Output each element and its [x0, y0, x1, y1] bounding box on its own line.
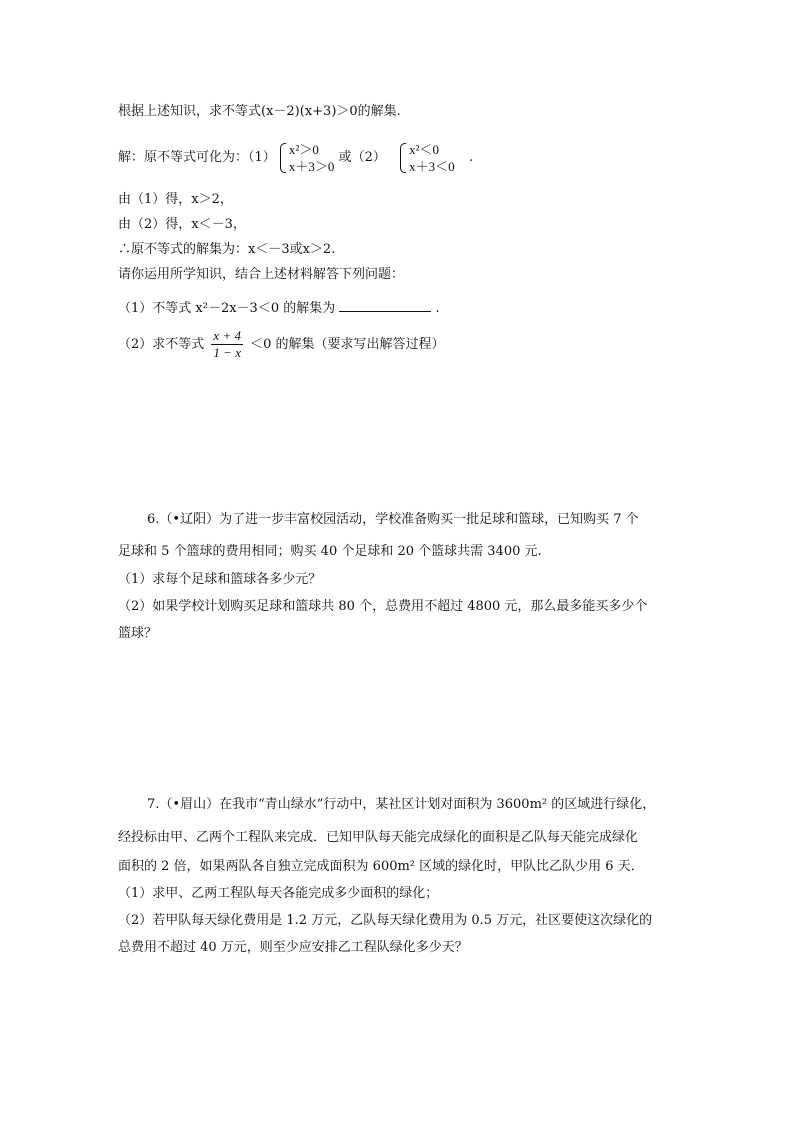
solution-prefix: 解：原不等式可化为：（1） — [118, 150, 276, 165]
problem-6-question-2-line-1: （2）如果学校计划购买足球和篮球共 80 个，总费用不超过 4800 元，那么最多能买多少个 — [118, 599, 648, 614]
prompt: 请你运用所学知识，结合上述材料解答下列问题： — [118, 267, 405, 282]
problem-6-line-1: 6.（•辽阳）为了进一步丰富校园活动，学校准备购买一批足球和篮球，已知购买 7 个 — [147, 512, 639, 527]
conclusion: ∴原不等式的解集为：x＜－3或x＞2. — [118, 242, 336, 257]
fraction-numerator: x + 4 — [213, 328, 241, 343]
system-2-row-1: x²＜0 — [409, 141, 440, 157]
fraction — [211, 328, 243, 361]
system-1-row-1: x²＞0 — [288, 141, 319, 157]
or-text: 或（2） — [338, 150, 386, 165]
problem-7-question-1: （1）求甲、乙两工程队每天各能完成多少面积的绿化； — [118, 886, 439, 901]
problem-7-line-1: 7.（•眉山）在我市“青山绿水”行动中，某社区计划对面积为 3600m² 的区域进行绿化， — [147, 797, 656, 812]
system-1-row-2: x＋3＞0 — [288, 158, 335, 174]
question-2-prefix: （2）求不等式 — [118, 337, 205, 352]
solution-suffix: . — [468, 150, 474, 165]
problem-7-question-2-line-1: （2）若甲队每天绿化费用是 1.2 万元，乙队每天绿化费用为 0.5 万元，社区要使这次绿化的 — [118, 913, 653, 928]
system-1 — [280, 141, 335, 175]
problem-6-question-1: （1）求每个足球和篮球各多少元？ — [118, 572, 322, 587]
problem-6-question-2-line-2: 篮球？ — [118, 626, 158, 641]
answer-blank — [339, 298, 431, 312]
problem-6-line-2: 足球和 5 个篮球的费用相同；购买 40 个足球和 20 个篮球共需 3400 元. — [118, 544, 542, 559]
question-2-suffix: ＜0 的解集（要求写出解答过程） — [250, 337, 445, 352]
step-2: 由（2）得，x＜－3， — [118, 217, 246, 232]
intro-line — [118, 102, 401, 122]
system-2 — [400, 141, 455, 175]
question-1-text: （1）不等式 x²－2x－3＜0 的解集为 — [118, 301, 336, 316]
problem-7-line-2: 经投标由甲、乙两个工程队来完成．已知甲队每天能完成绿化的面积是乙队每天能完成绿化 — [118, 830, 639, 845]
question-1 — [118, 298, 440, 319]
question-2 — [118, 328, 445, 362]
intro-text: 根据上述知识，求不等式(x－2)(x+3)＞0的解集. — [118, 104, 401, 119]
fraction-denominator: 1 − x — [213, 345, 241, 360]
problem-7-line-3: 面积的 2 倍，如果两队各自独立完成面积为 600m² 区域的绿化时，甲队比乙队少用 6 天． — [118, 859, 644, 874]
question-1-end: . — [435, 301, 440, 316]
system-2-row-2: x＋3＜0 — [409, 158, 455, 174]
step-1: 由（1）得，x＞2， — [118, 192, 233, 207]
problem-7-question-2-line-2: 总费用不超过 40 万元，则至少应安排乙工程队绿化多少天？ — [118, 940, 468, 955]
solution-line — [118, 140, 473, 176]
